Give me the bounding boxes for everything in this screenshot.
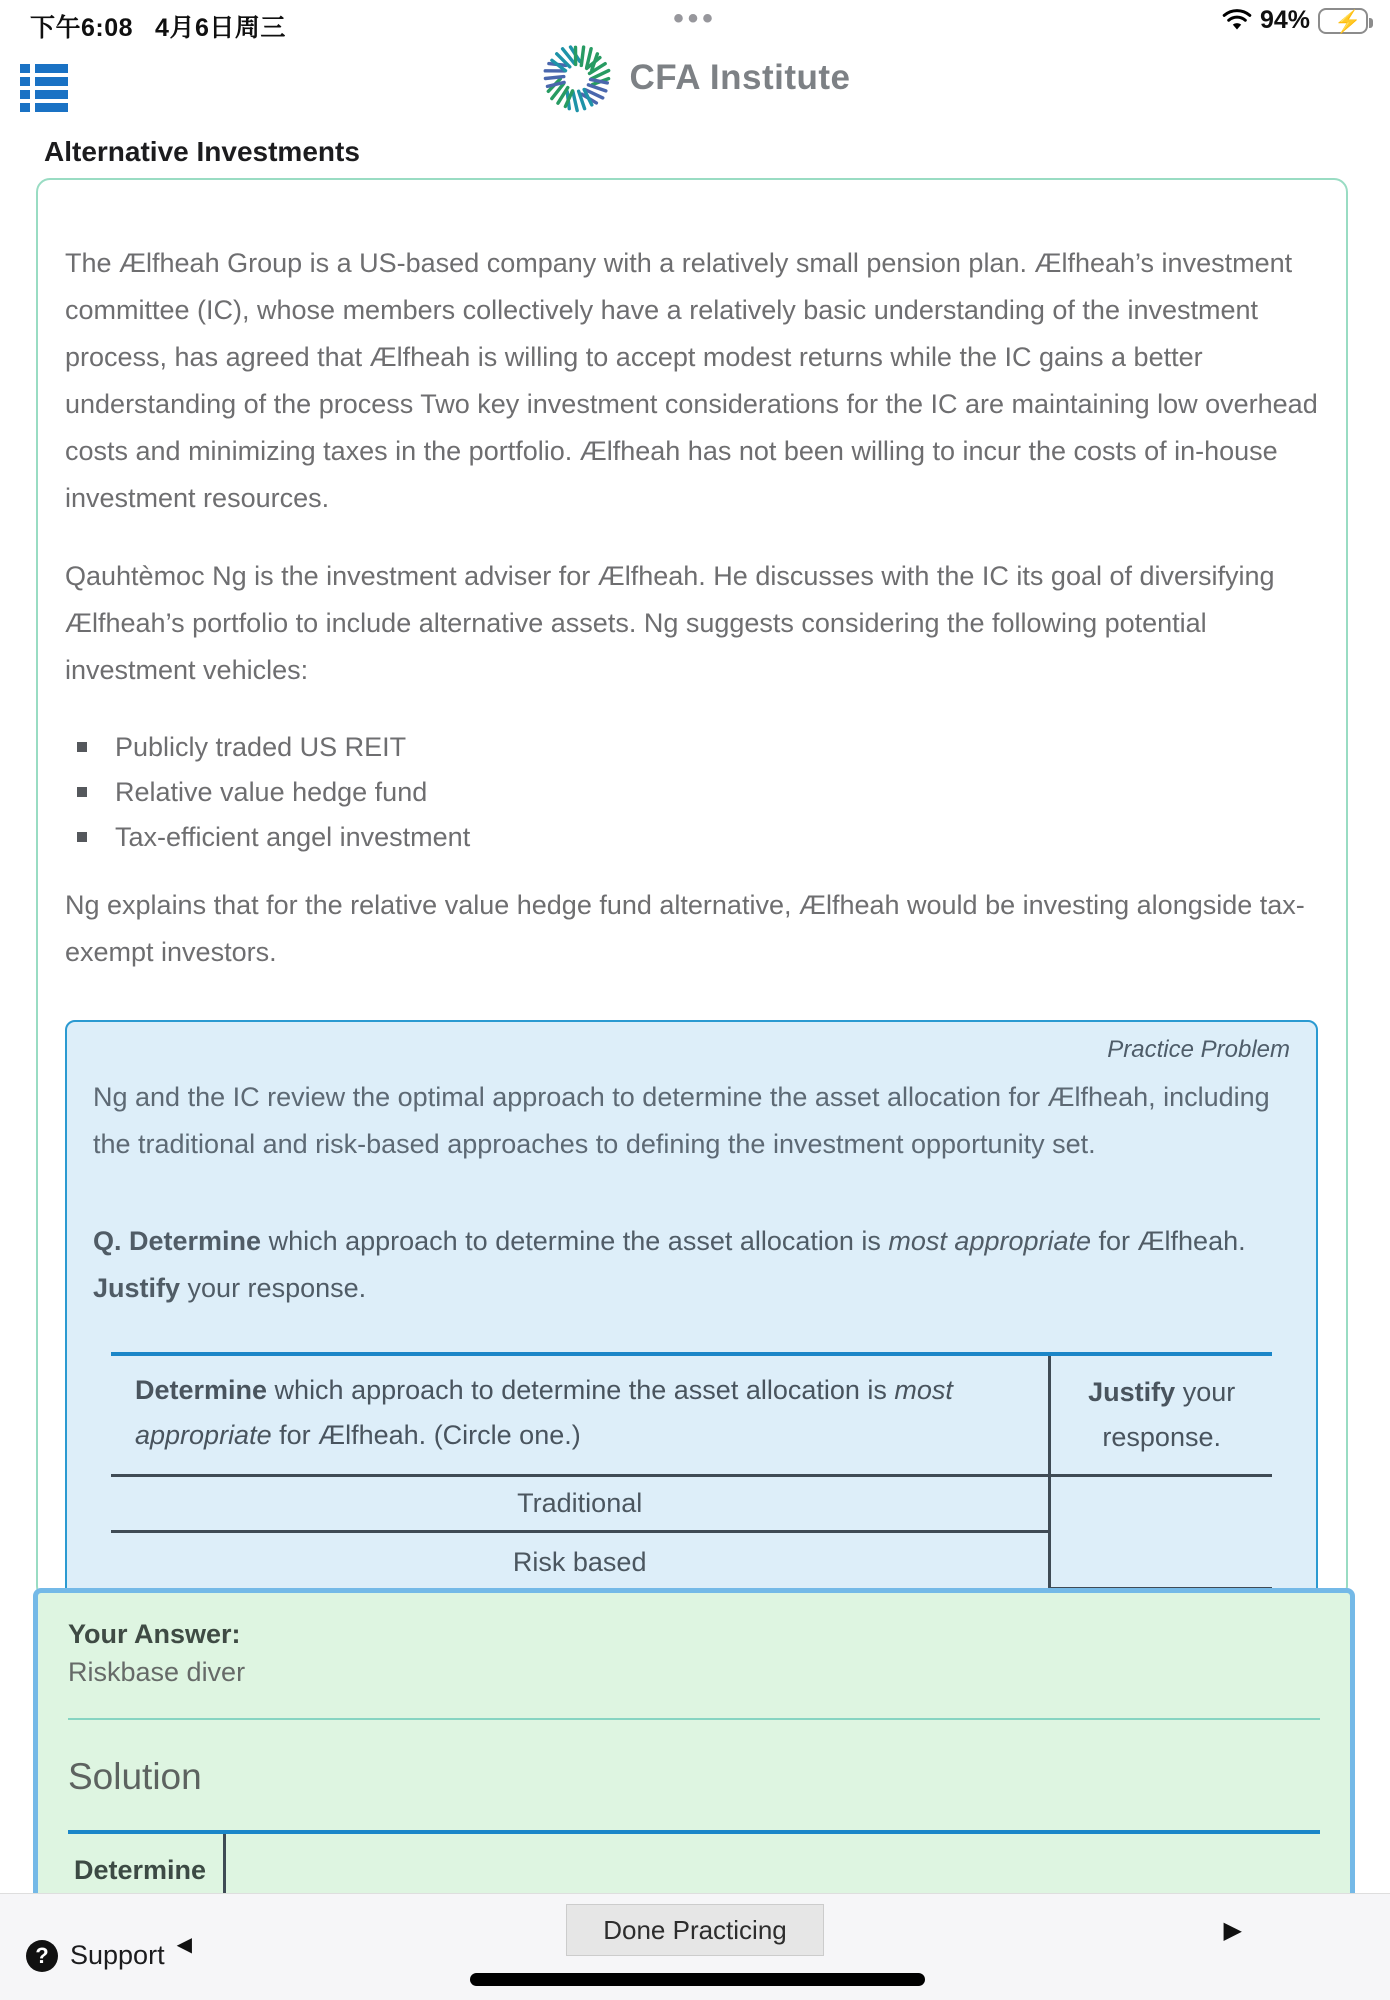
question-text: Q. Determine which approach to determine the asset allocation is most appropriate for Ælfheah. Justify your response.: [93, 1226, 1246, 1303]
your-answer-value: Riskbase diver: [68, 1657, 246, 1687]
justify-answer-cell[interactable]: [1051, 1477, 1272, 1591]
help-icon: ?: [26, 1940, 58, 1972]
option-risk-based[interactable]: Risk based: [111, 1533, 1051, 1591]
option-traditional[interactable]: Traditional: [111, 1477, 1051, 1533]
status-date: 4月6日周三: [155, 14, 286, 42]
forward-triangle-icon[interactable]: ▶: [1223, 1917, 1242, 1944]
practice-problem-panel: [65, 1020, 1318, 1631]
table-header-justify: Justify your response.: [1051, 1356, 1272, 1477]
home-indicator[interactable]: [470, 1973, 925, 1986]
status-bar: [0, 0, 1390, 42]
done-practicing-button[interactable]: Done Practicing: [566, 1904, 824, 1956]
practice-intro: Ng and the IC review the optimal approach to determine the asset allocation for Ælfheah, including the traditional and risk-based approaches to defining the investment opportunity set.: [93, 1082, 1270, 1159]
solution-table-header-cell: Determine: [68, 1834, 226, 1970]
brand-name: CFA Institute: [629, 58, 851, 97]
case-paragraph-2: Qauhtèmoc Ng is the investment adviser for Ælfheah. He discusses with the IC its goal of diversifying Ælfheah’s portfolio to include alternative assets. Ng suggests considering the following potential investment vehicles:: [65, 561, 1275, 685]
cfa-pinwheel-icon: [539, 40, 615, 116]
your-answer-label: Your Answer:: [68, 1619, 241, 1649]
brand-header: [0, 40, 1390, 116]
case-paragraph-1: The Ælfheah Group is a US-based company with a relatively small pension plan. Ælfheah’s investment committee (IC), whose members collectively have a relatively basic understanding of the investment process, has agreed that Ælfheah is willing to accept modest returns while the IC gains a better understanding of the process Two key investment considerations for the IC are maintaining low overhead costs and minimizing taxes in the portfolio. Ælfheah has not been willing to incur the costs of in-house investment resources.: [65, 248, 1318, 513]
investment-vehicle-list: [65, 725, 1318, 860]
multitask-dots-icon[interactable]: •••: [673, 2, 717, 35]
list-item: Tax-efficient angel investment: [65, 815, 1318, 860]
support-button[interactable]: [26, 1934, 192, 1972]
wifi-icon: [1222, 9, 1252, 33]
battery-charging-icon: ⚡: [1318, 8, 1368, 34]
status-time: 下午6:08: [30, 14, 134, 42]
support-label: Support: [70, 1940, 165, 1970]
list-item: Publicly traded US REIT: [65, 725, 1318, 770]
answer-divider: [68, 1718, 1320, 1720]
practice-problem-label: Practice Problem: [1107, 1036, 1290, 1063]
solution-title: Solution: [68, 1756, 202, 1797]
determine-justify-table: [111, 1352, 1272, 1595]
back-triangle-icon[interactable]: ◀: [176, 1934, 192, 1956]
list-item: Relative value hedge fund: [65, 770, 1318, 815]
table-header-determine: Determine which approach to determine the asset allocation is most appropriate for Ælfheah. (Circle one.): [111, 1356, 1051, 1477]
case-vignette-box: [36, 178, 1348, 1600]
case-paragraph-3: Ng explains that for the relative value hedge fund alternative, Ælfheah would be investing alongside tax-exempt investors.: [65, 890, 1305, 967]
page-title: Alternative Investments: [44, 136, 360, 167]
bottom-toolbar: [0, 1893, 1390, 2000]
battery-percentage: 94%: [1259, 6, 1310, 34]
